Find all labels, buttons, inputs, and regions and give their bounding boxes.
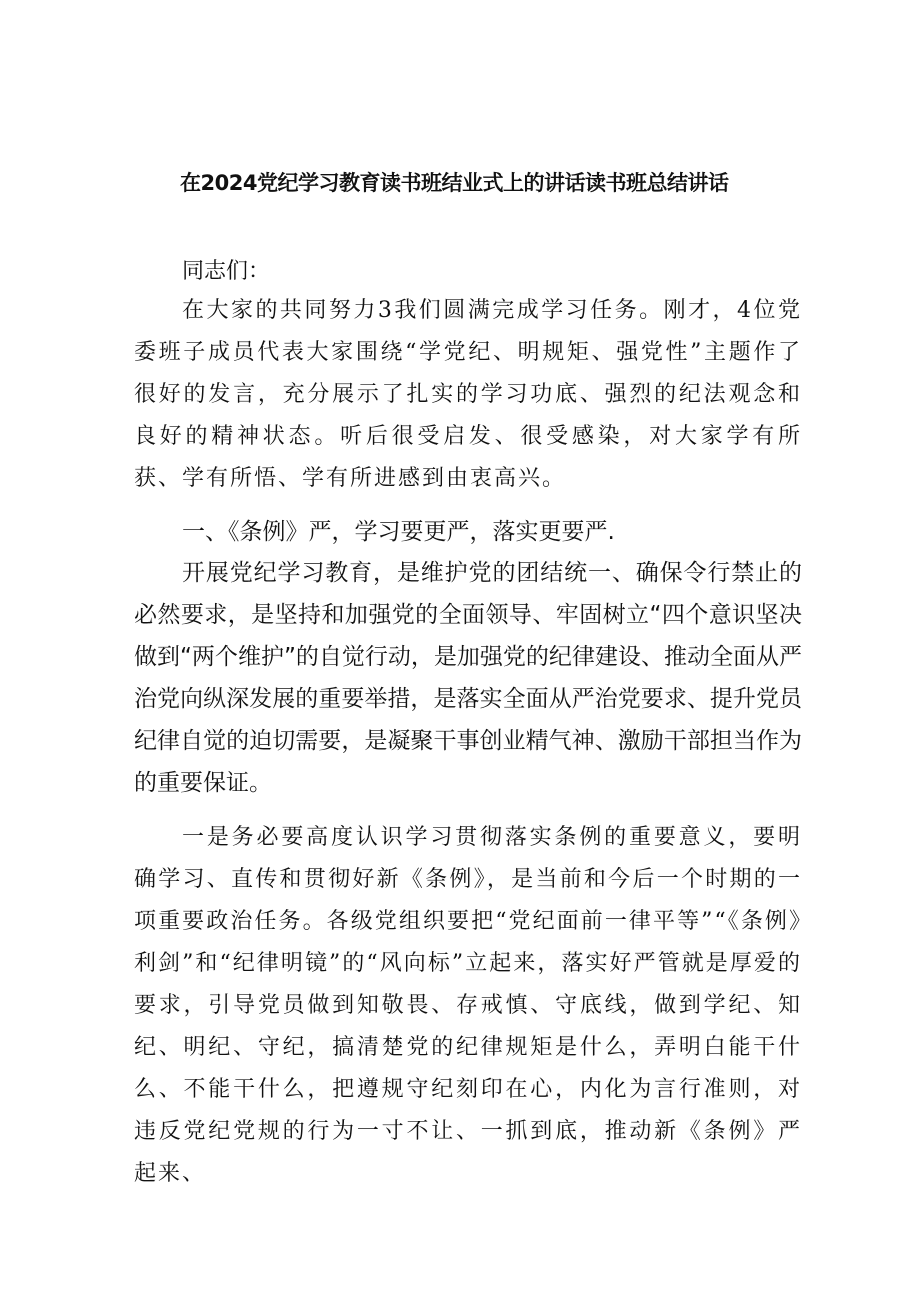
- paragraph-intro: 在大家的共同努力3我们圆满完成学习任务。刚才，4位党委班子成员代表大家围绕“学党纪、明规矩、强党性”主题作了很好的发言，充分展示了扎实的学习功底、强烈的纪法观念和良好的精神状态。听后很受启发、很受感染，对大家学有所获、学有所悟、学有所进感到由衷高兴。: [134, 298, 802, 491]
- paragraph-significance: 开展党纪学习教育，是维护党的团结统一、确保令行禁止的必然要求，是坚持和加强党的全面领导、牢固树立“四个意识坚决做到“两个维护”的自觉行动，是加强党的纪律建设、推动全面从严治党向纵深发展的重要举措，是落实全面从严治党要求、提升党员纪律自觉的迫切需要，是凝聚干事创业精气神、激励干部担当作为的重要保证。: [134, 560, 802, 796]
- salutation: 同志们：: [182, 259, 271, 284]
- document-title: 在2024党纪学习教育读书班结业式上的讲话读书班总结讲话: [180, 171, 729, 195]
- paragraph-point-one: 一是务必要高度认识学习贯彻落实条例的重要意义，要明确学习、直传和贯彻好新《条例》，是当前和今后一个时期的一项重要政治任务。各级党组织要把“党纪面前一律平等”“《条例》利剑”和“纪律明镜”的“风向标”立起来，落实好严管就是厚爱的要求，引导党员做到知敬畏、存戒慎、守底线，做到学纪、知纪、明纪、守纪，搞清楚党的纪律规矩是什么，弄明白能干什么、不能干什么，把遵规守纪刻印在心，内化为言行准则，对违反党纪党规的行为一寸不让、一抓到底，推动新《条例》严起来、: [134, 825, 802, 1186]
- section-heading: 一、《条例》严，学习要更严，落实更要严.: [182, 519, 615, 545]
